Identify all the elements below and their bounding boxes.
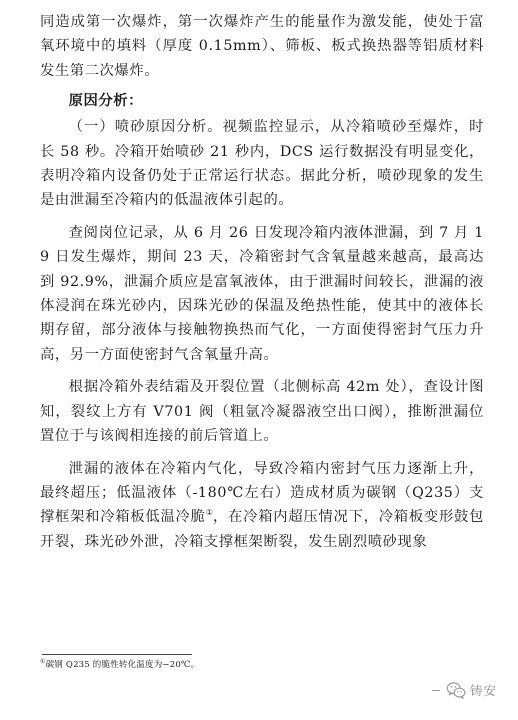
footnote-reference: ① (205, 508, 214, 518)
paragraph-overpressure-text-b: ，在冷箱内超压情况下，冷箱板变形鼓包开裂，珠光砂外泄，冷箱支撑框架断裂，发生剧烈喷砂现象 (40, 509, 484, 550)
paragraph-overpressure-text-a: 泄漏的液体在冷箱内气化，导致冷箱内密封气压力逐渐上升，最终超压；低温液体（-180℃左右）造成材质为碳钢（Q235）支撑框架和冷箱板低温冷脆 (40, 460, 484, 526)
paragraph-overpressure-mechanism (40, 457, 484, 555)
watermark-dash (432, 690, 440, 691)
watermark (432, 678, 497, 702)
wechat-logo-icon (445, 679, 467, 701)
paragraph-explosion-continuation: 同造成第一次爆炸，第一次爆炸产生的能量作为激发能，使处于富氧环境中的填料（厚度 0.15mm）、筛板、板式换热器等铝质材料发生第二次爆炸。 (40, 14, 484, 79)
body-text (40, 10, 484, 554)
footnote-marker: ① (40, 658, 46, 666)
paragraph-duty-log-review: 查阅岗位记录，从 6 月 26 日发现冷箱内液体泄漏，到 7 月 19 日发生爆炸，期间 23 天，冷箱密封气含氧量越来越高，最高达到 92.9%，泄漏介质应是富氧液体，由于泄漏时间较长，泄漏的液体浸润在珠光砂内，因珠光砂的保温及绝热性能，使其中的液体长期存留，部分液体与接触物换热而气化，一方面使得密封气压力升高，另一方面使密封气含氧量升高。 (40, 224, 484, 363)
footnote (40, 659, 199, 671)
paragraph-sand-spray-analysis: （一）喷砂原因分析。视频监控显示，从冷箱喷砂至爆炸，时长 58 秒。冷箱开始喷砂 21 秒内，DCS 运行数据没有明显变化，表明冷箱内设备仍处于正常运行状态。据此分析，喷砂现象的发生是由泄漏至冷箱内的低温液体引起的。 (40, 119, 484, 209)
section-heading-cause-analysis: 原因分析： (68, 93, 144, 110)
watermark-text: 铸安 (470, 683, 498, 698)
paragraph-leak-location: 根据冷箱外表结霜及开裂位置（北侧标高 42m 处），查设计图知，裂纹上方有 V701 阀（粗氩冷凝器液空出口阀），推断泄漏位置位于与该阀相连接的前后管道上。 (40, 379, 484, 445)
footnote-text: 碳钢 Q235 的脆性转化温度为−20℃。 (45, 660, 200, 670)
footnote-divider (42, 654, 192, 655)
